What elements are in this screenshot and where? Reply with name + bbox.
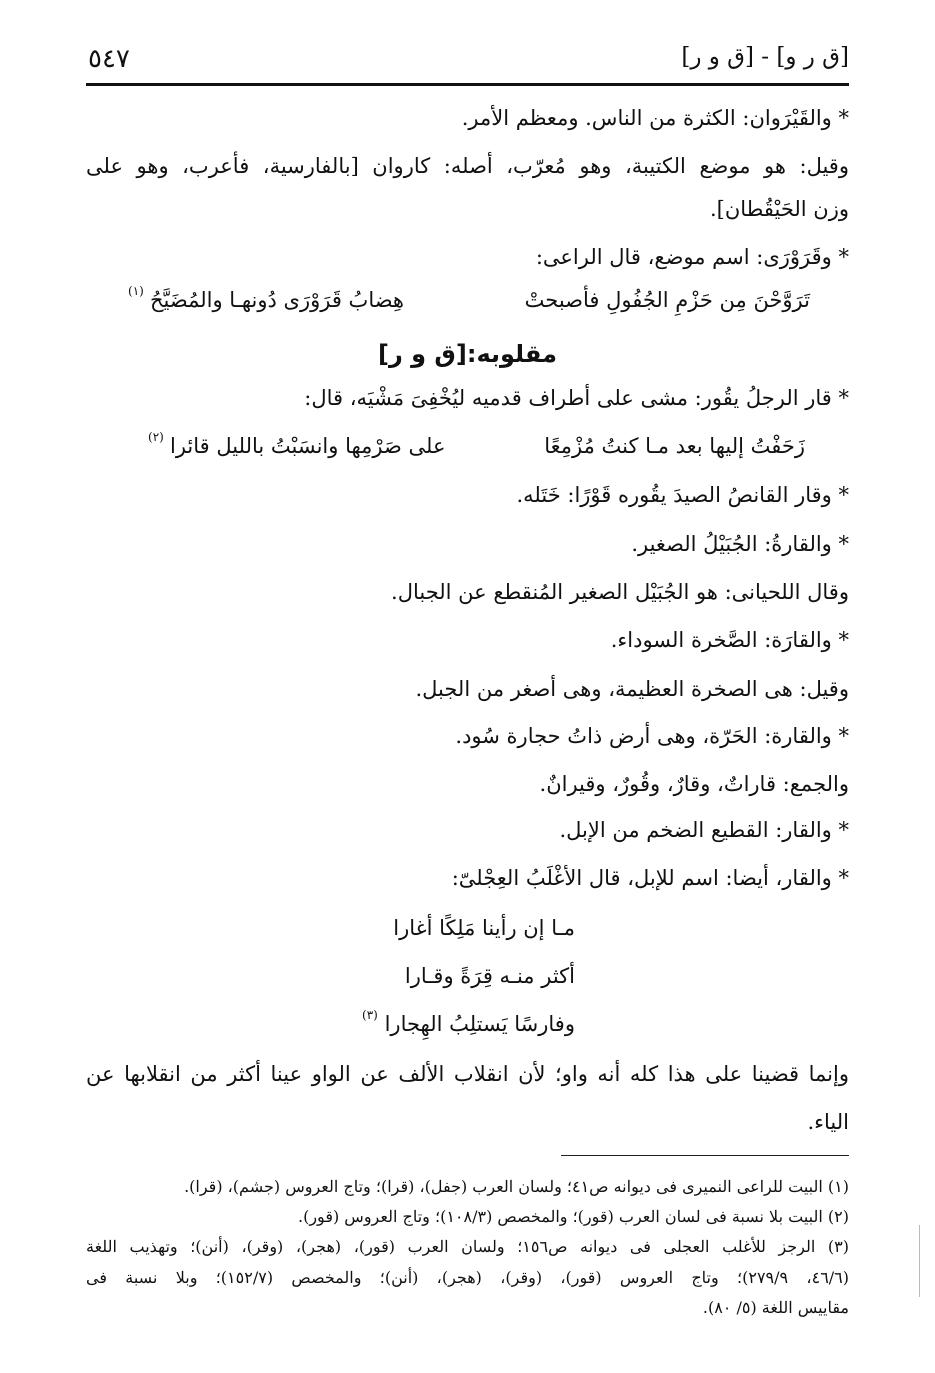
running-head: [ق ر و] - [ق و ر] [681, 44, 849, 70]
paragraph-line: وزن الحَيْقُطان]. [709, 197, 849, 221]
footnote-rule [561, 1155, 849, 1156]
footnote-3-continued: (٤٦/٦، ٢٧٩/٩)؛ وتاج العروس (قور)، (وقر)، (هجر)، (أنن)؛ والمخصص (١٥٢/٧)؛ وبلا نسبة فى [86, 1268, 850, 1287]
verse-hemistich-second: هِضابُ قَرَوْرَى دُونهـا والمُضَيَّحُ [150, 288, 405, 312]
footnote-1: (١) البيت للراعى النميرى فى ديوانه ص٤١؛ ولسان العرب (جفل)، (قرا)؛ وتاج العروس (جشم)، (قرا). [184, 1177, 849, 1196]
entry-line: * والقارةُ: الجُبَيْلُ الصغير. [631, 532, 849, 556]
footnote-marker: (٣) [362, 1008, 378, 1022]
paragraph-line: وإنما قضينا على هذا كله أنه واو؛ لأن انقلاب الألف عن الواو عينا أكثر من انقلابها عن [86, 1062, 849, 1086]
margin-rule [919, 1225, 920, 1297]
page-number: ٥٤٧ [88, 44, 130, 74]
verse-hemistich-first: زَحَفْتُ إليها بعد مـا كنتُ مُزْمِعًا [544, 434, 805, 458]
entry-line: * وقار القانصُ الصيدَ يقُوره قَوْرًا: خَتَله. [516, 483, 849, 507]
section-title: مقلوبه:[ق و ر] [378, 340, 557, 368]
verse-hemistich-second: على صَرْمِها وانسَبْتُ بالليل قائرا [170, 434, 446, 458]
entry-line: * والقارَة: الصَّخرة السوداء. [610, 628, 849, 652]
verse-hemistich-first: تَرَوَّحْنَ مِن حَزْمِ الجُفُولِ فأصبحتْ [524, 288, 810, 312]
entry-line: * والقارة: الحَرّة، وهى أرض ذاتُ حجارة سُود. [455, 724, 849, 748]
rajaz-line: وفارسًا يَستلِبُ الهِجارا [384, 1012, 575, 1036]
entry-qar: * قار الرجلُ يقُور: مشى على أطراف قدميه ليُخْفِىَ مَشْيَه، قال: [304, 386, 849, 410]
footnote-3-continued: مقاييس اللغة (٥/ ٨٠). [702, 1298, 849, 1317]
entry-line: * والقار، أيضا: اسم للإبل، قال الأغْلَبُ العِجْلىّ: [451, 866, 849, 890]
header-rule [86, 83, 849, 86]
rajaz-line: أكثر منـه قِرَةً وقـارا [404, 964, 575, 988]
entry-qayrawan: * والقَيْرَوان: الكثرة من الناس. ومعظم الأمر. [461, 106, 849, 130]
footnote-3: (٣) الرجز للأغلب العجلى فى ديوانه ص١٥٦؛ ولسان العرب (قور)، (هجر)، (وقر)، (أنن)؛ وتهذيب اللغة [86, 1237, 850, 1256]
paragraph-line: وقيل: هى الصخرة العظيمة، وهى أصغر من الجبل. [415, 677, 849, 701]
paragraph-line: وقيل: هو موضع الكتيبة، وهو مُعرّب، أصله: كاروان [بالفارسية، فأعرب، وهو على [86, 154, 849, 178]
paragraph-line: الياء. [807, 1110, 849, 1134]
paragraph-line: وقال اللحيانى: هو الجُبَيْل الصغير المُنقطع عن الجبال. [391, 580, 849, 604]
rajaz-line: مـا إن رأينا مَلِكًا أغارا [393, 916, 575, 940]
entry-qarawra: * وقَرَوْرَى: اسم موضع، قال الراعى: [535, 245, 849, 269]
footnote-marker: (١) [128, 284, 144, 298]
footnote-2: (٢) البيت بلا نسبة فى لسان العرب (قور)؛ والمخصص (١٠٨/٣)؛ وتاج العروس (قور). [298, 1207, 849, 1226]
footnote-marker: (٢) [148, 430, 164, 444]
paragraph-line: والجمع: قاراتٌ، وقارٌ، وقُورٌ، وقيرانٌ. [539, 772, 849, 796]
entry-line: * والقار: القطيع الضخم من الإبل. [559, 818, 849, 842]
